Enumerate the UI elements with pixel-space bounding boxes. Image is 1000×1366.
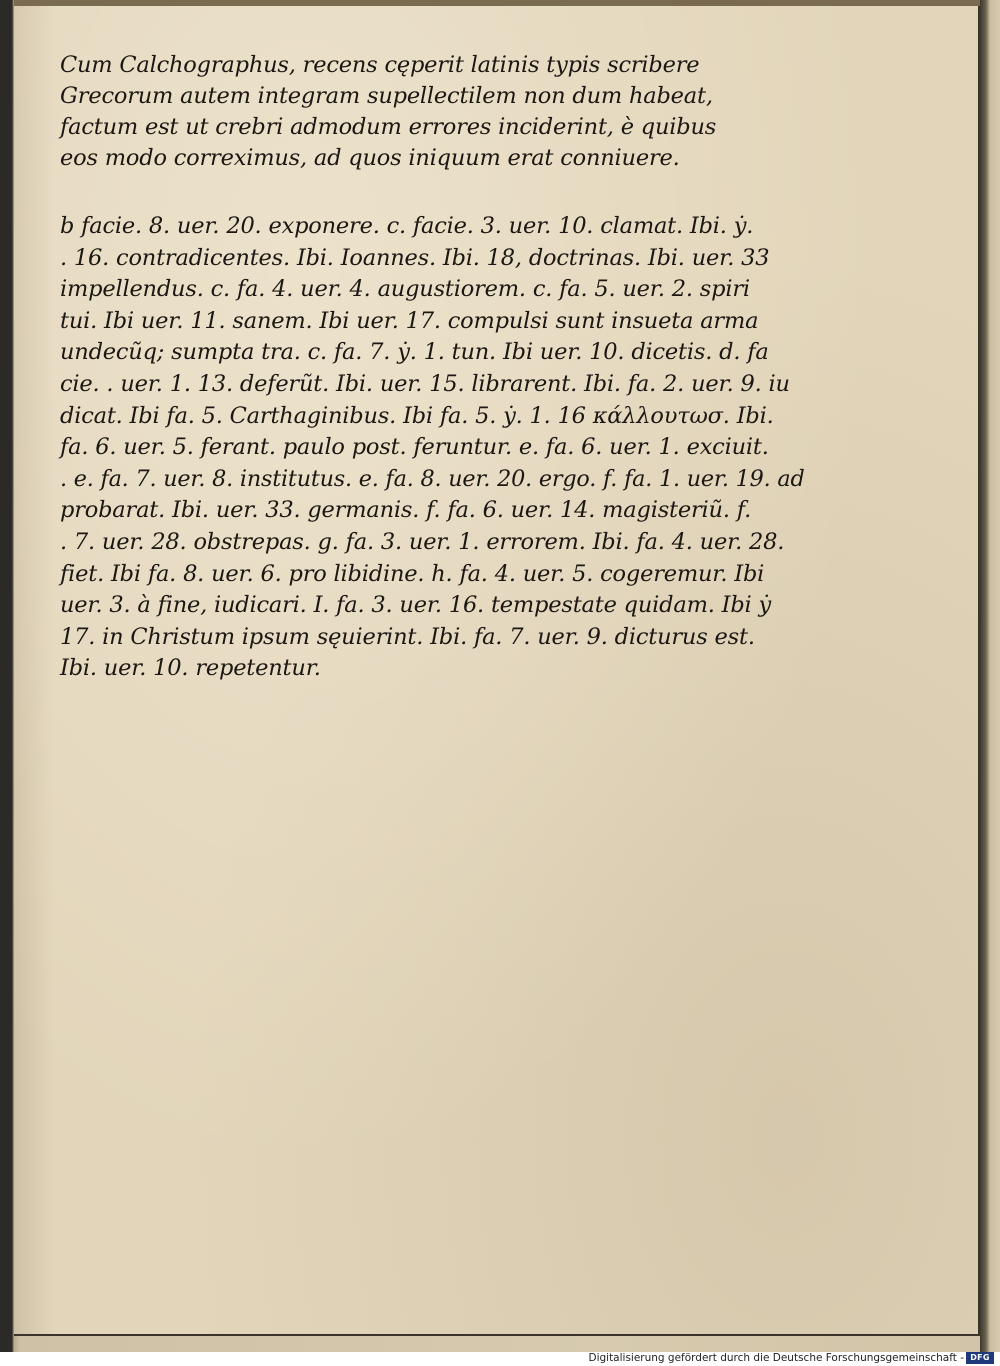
errata-line: tui. Ibi uer. 11. sanem. Ibi uer. 17. compulsi sunt insueta arma bbox=[60, 307, 759, 334]
intro-line: eos modo correximus, ad quos iniquum erat conniuere. bbox=[60, 145, 680, 171]
intro-line: factum est ut crebri admodum errores inciderint, è quibus bbox=[60, 114, 717, 140]
intro-line: Grecorum autem integram supellectilem non dum habeat, bbox=[60, 83, 713, 109]
errata-line: Ibi. uer. 10. repetentur. bbox=[60, 655, 321, 682]
intro-paragraph bbox=[60, 50, 805, 174]
errata-line: uer. 3. à fine, iudicari. I. fa. 3. uer. 16. tempestate quidam. Ibi ẏ bbox=[60, 592, 771, 619]
errata-line: dicat. Ibi fa. 5. Carthaginibus. Ibi fa. 5. ẏ. 1. 16 κάλλουτωσ. Ibi. bbox=[60, 402, 774, 429]
errata-line: probarat. Ibi. uer. 33. germanis. f. fa. 6. uer. 14. magisteriũ. f. bbox=[60, 497, 752, 524]
errata-line: fiet. Ibi fa. 8. uer. 6. pro libidine. h. fa. 4. uer. 5. cogeremur. Ibi bbox=[60, 560, 765, 587]
errata-list bbox=[60, 211, 805, 685]
errata-line: 17. in Christum ipsum sęuierint. Ibi. fa. 7. uer. 9. dicturus est. bbox=[60, 623, 755, 650]
dfg-logo: DFG bbox=[966, 1352, 994, 1364]
errata-line: cie. . uer. 1. 13. deferũt. Ibi. uer. 15. librarent. Ibi. fa. 2. uer. 9. iu bbox=[60, 370, 790, 397]
errata-line: . e. fa. 7. uer. 8. institutus. e. fa. 8. uer. 20. ergo. f. fa. 1. uer. 19. ad bbox=[60, 465, 805, 492]
digitization-credit: Digitalisierung gefördert durch die Deutsche Forschungsgemeinschaft - bbox=[588, 1352, 964, 1364]
page-right-edge bbox=[980, 0, 1000, 1352]
errata-line: fa. 6. uer. 5. ferant. paulo post. feruntur. e. fa. 6. uer. 1. exciuit. bbox=[60, 434, 769, 461]
errata-line: . 7. uer. 28. obstrepas. g. fa. 3. uer. 1. errorem. Ibi. fa. 4. uer. 28. bbox=[60, 528, 785, 555]
errata-line: . 16. contradicentes. Ibi. Ioannes. Ibi. 18, doctrinas. Ibi. uer. 33 bbox=[60, 244, 770, 271]
errata-line: impellendus. c. fa. 4. uer. 4. augustiorem. c. fa. 5. uer. 2. spiri bbox=[60, 276, 750, 303]
errata-line: undecũq; sumpta tra. c. fa. 7. ẏ. 1. tun. Ibi uer. 10. dicetis. d. fa bbox=[60, 339, 769, 366]
errata-line: b facie. 8. uer. 20. exponere. c. facie. 3. uer. 10. clamat. Ibi. ẏ. bbox=[60, 213, 754, 239]
intro-line: Cum Calchographus, recens cęperit latinis typis scribere bbox=[60, 52, 700, 78]
